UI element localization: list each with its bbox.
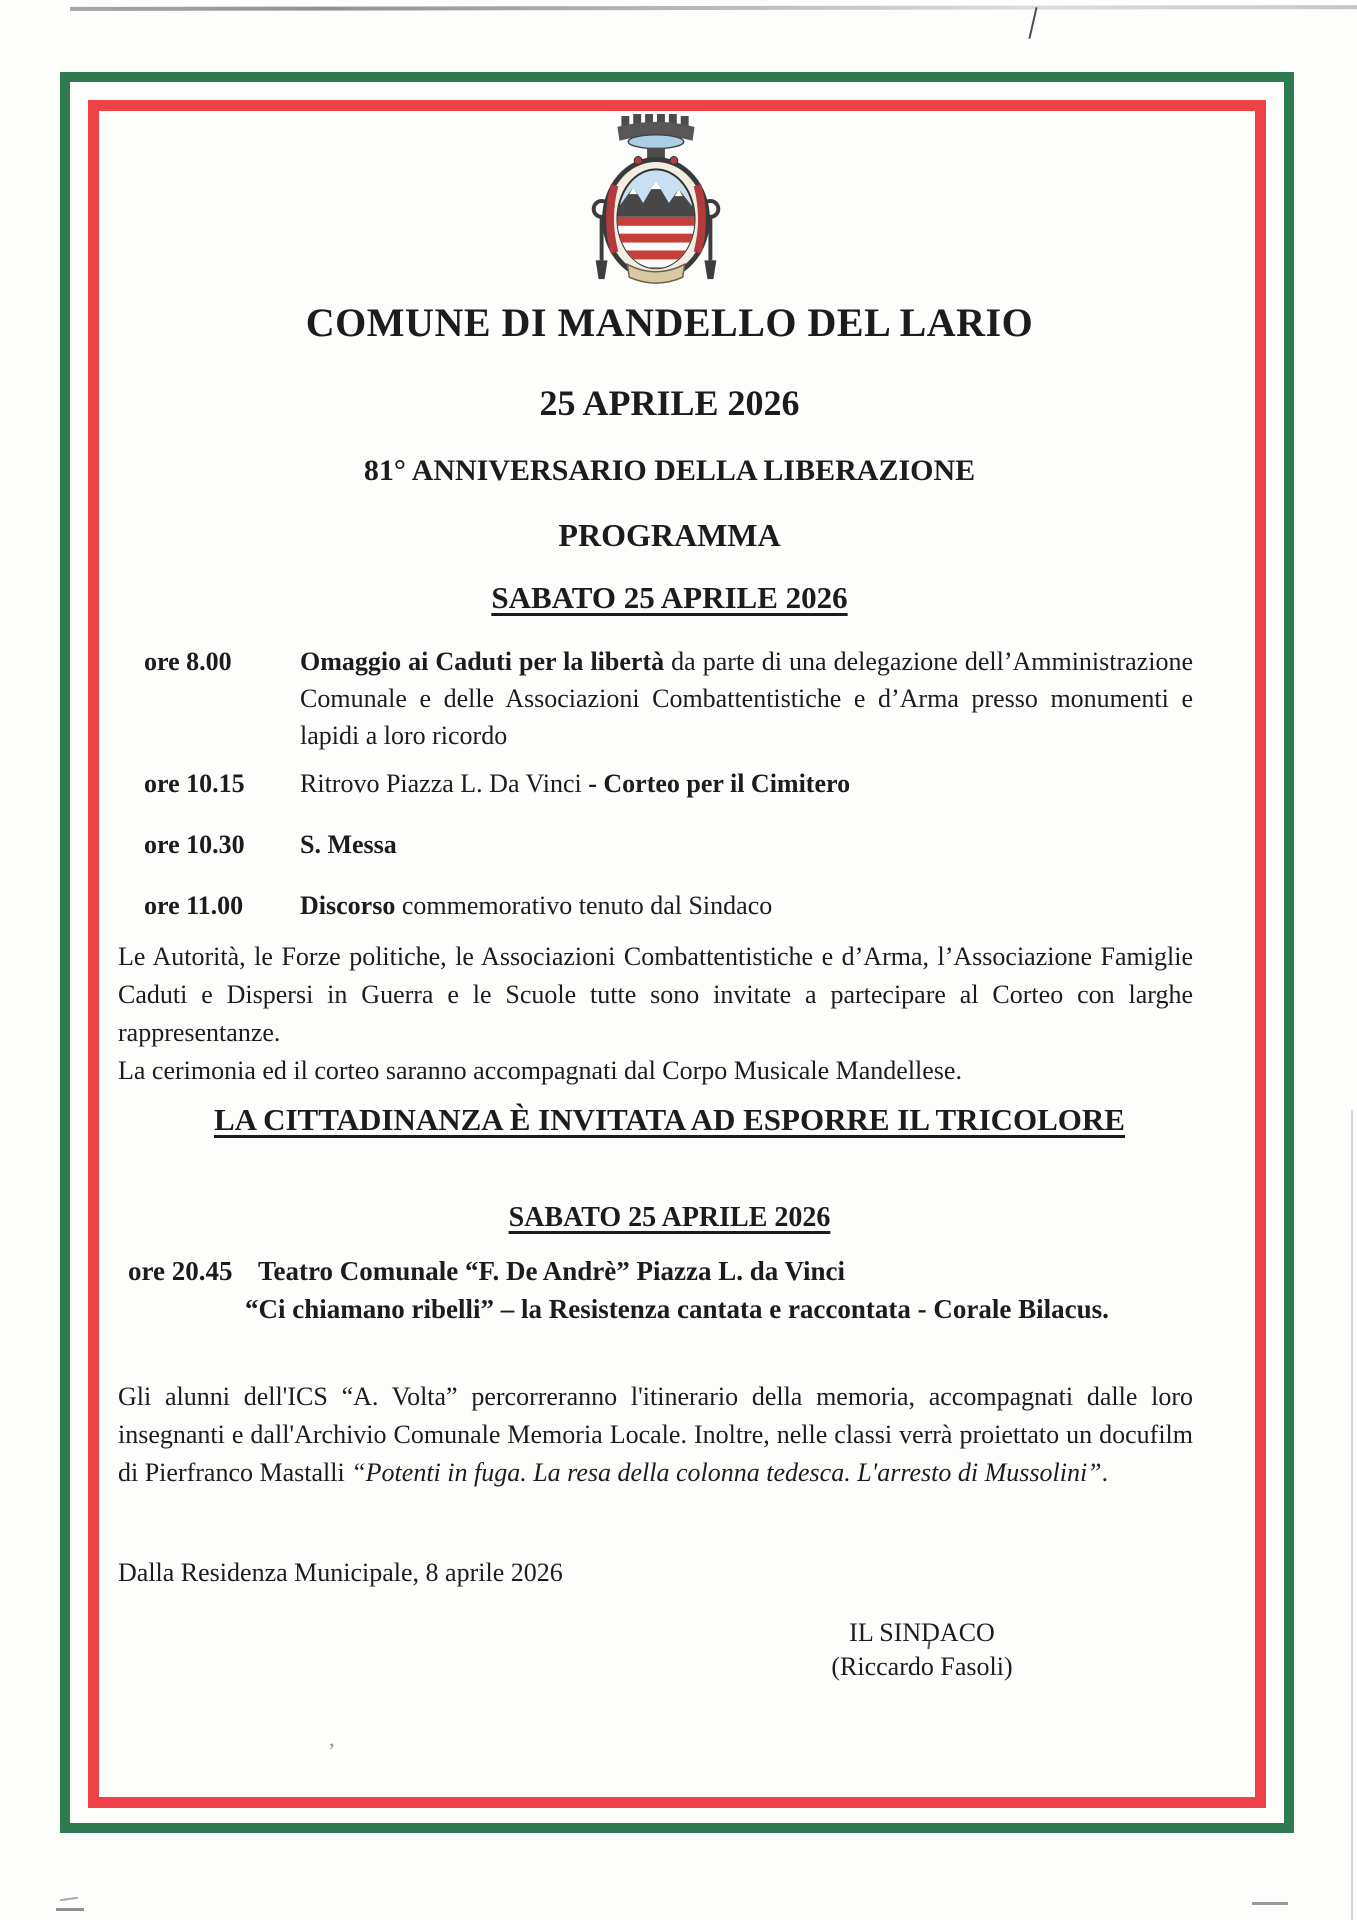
schedule-row [118,826,1193,863]
evening-description [245,1252,1109,1328]
paragraph-text: La cerimonia ed il corteo saranno accompagnati dal Corpo Musicale Mandellese. [118,1056,962,1085]
scan-edge-shadow [1351,1110,1353,1920]
paragraph-text: Le Autorità, le Forze politiche, le Associazioni Combattentistiche e d’Arma, l’Associazione Famiglie Caduti e Dispersi in Guerra e le Scuole tutte sono invitate a partecipare al Corteo con larghe rappresentanze. [118,942,1193,1047]
schedule-row [118,643,1193,754]
scan-speck: ’ [328,1738,336,1763]
schedule-description [300,643,1193,754]
text-segment: Omaggio ai Caduti per la libertà [300,647,665,676]
schedule-description [300,826,1193,863]
text-segment: Teatro Comunale “F. De Andrè” Piazza L. da Vinci [258,1256,846,1286]
text-segment: - Corteo per il Cimitero [588,769,851,798]
schedule-description [300,765,1193,802]
time-label: ore 8.00 [144,647,232,676]
text-segment: commemorativo tenuto dal Sindaco [395,891,773,920]
document-page [118,112,1193,1684]
scan-slash-artifact [1028,7,1037,39]
evening-schedule-row [118,1252,1193,1328]
anniversary-heading: 81° ANNIVERSARIO DELLA LIBERAZIONE [363,454,976,487]
tricolore-banner: LA CITTADINANZA È INVITATA AD ESPORRE IL TRICOLORE [214,1102,1125,1137]
text-segment: Discorso [300,891,396,920]
signature-block [772,1616,1072,1684]
scan-line-artifact [70,5,1357,11]
text-segment: Gli alunni dell'ICS “A. Volta” percorreranno l'itinerario della memoria, accompagnati dalle loro insegnanti e dall'Archivio Comunale Memoria Locale. Inoltre, nelle classi verrà proiettato un docufilm di Pierfranco Mastalli [118,1382,1193,1487]
time-label: ore 10.15 [144,769,245,798]
evening-day-heading: SABATO 25 APRILE 2026 [508,1202,831,1233]
signature-name: (Riccardo Fasoli) [831,1652,1013,1681]
day-heading: SABATO 25 APRILE 2026 [491,580,848,615]
time-label: ore 11.00 [144,891,244,920]
event-date-heading: 25 APRILE 2026 [539,383,800,423]
time-label: ore 10.30 [144,830,245,859]
time-label: ore 20.45 [128,1256,233,1286]
text-segment-italic: “Potenti in fuga. La resa della colonna tedesca. L'arresto di Mussolini” [351,1458,1102,1487]
program-heading: PROGRAMMA [558,517,781,553]
scan-smudge-bottom-right [1252,1902,1288,1905]
text-segment: . [1101,1458,1109,1487]
place-date: Dalla Residenza Municipale, 8 aprile 2026 [118,1558,563,1587]
schedule-description [300,887,1193,924]
text-segment: “Ci chiamano ribelli” – la Resistenza cantata e raccontata - Corale Bilacus. [245,1294,1109,1324]
school-paragraph [118,1378,1193,1492]
text-segment: Ritrovo Piazza L. Da Vinci [300,769,589,798]
coat-of-arms-icon [581,114,731,294]
scan-smudge-bottom-left [56,1896,84,1911]
page-title: COMUNE DI MANDELLO DEL LARIO [305,300,1034,345]
schedule-row [118,765,1193,802]
schedule-row [118,887,1193,924]
invitation-paragraph [118,938,1193,1090]
text-segment: da parte di una delegazione dell’Amministrazione Comunale e delle Associazioni Combattentistiche e d’Arma presso monumenti e lapidi a loro ricordo [300,647,1193,750]
signature-title: IL SINDACO [849,1618,995,1647]
text-segment: S. Messa [300,830,397,859]
